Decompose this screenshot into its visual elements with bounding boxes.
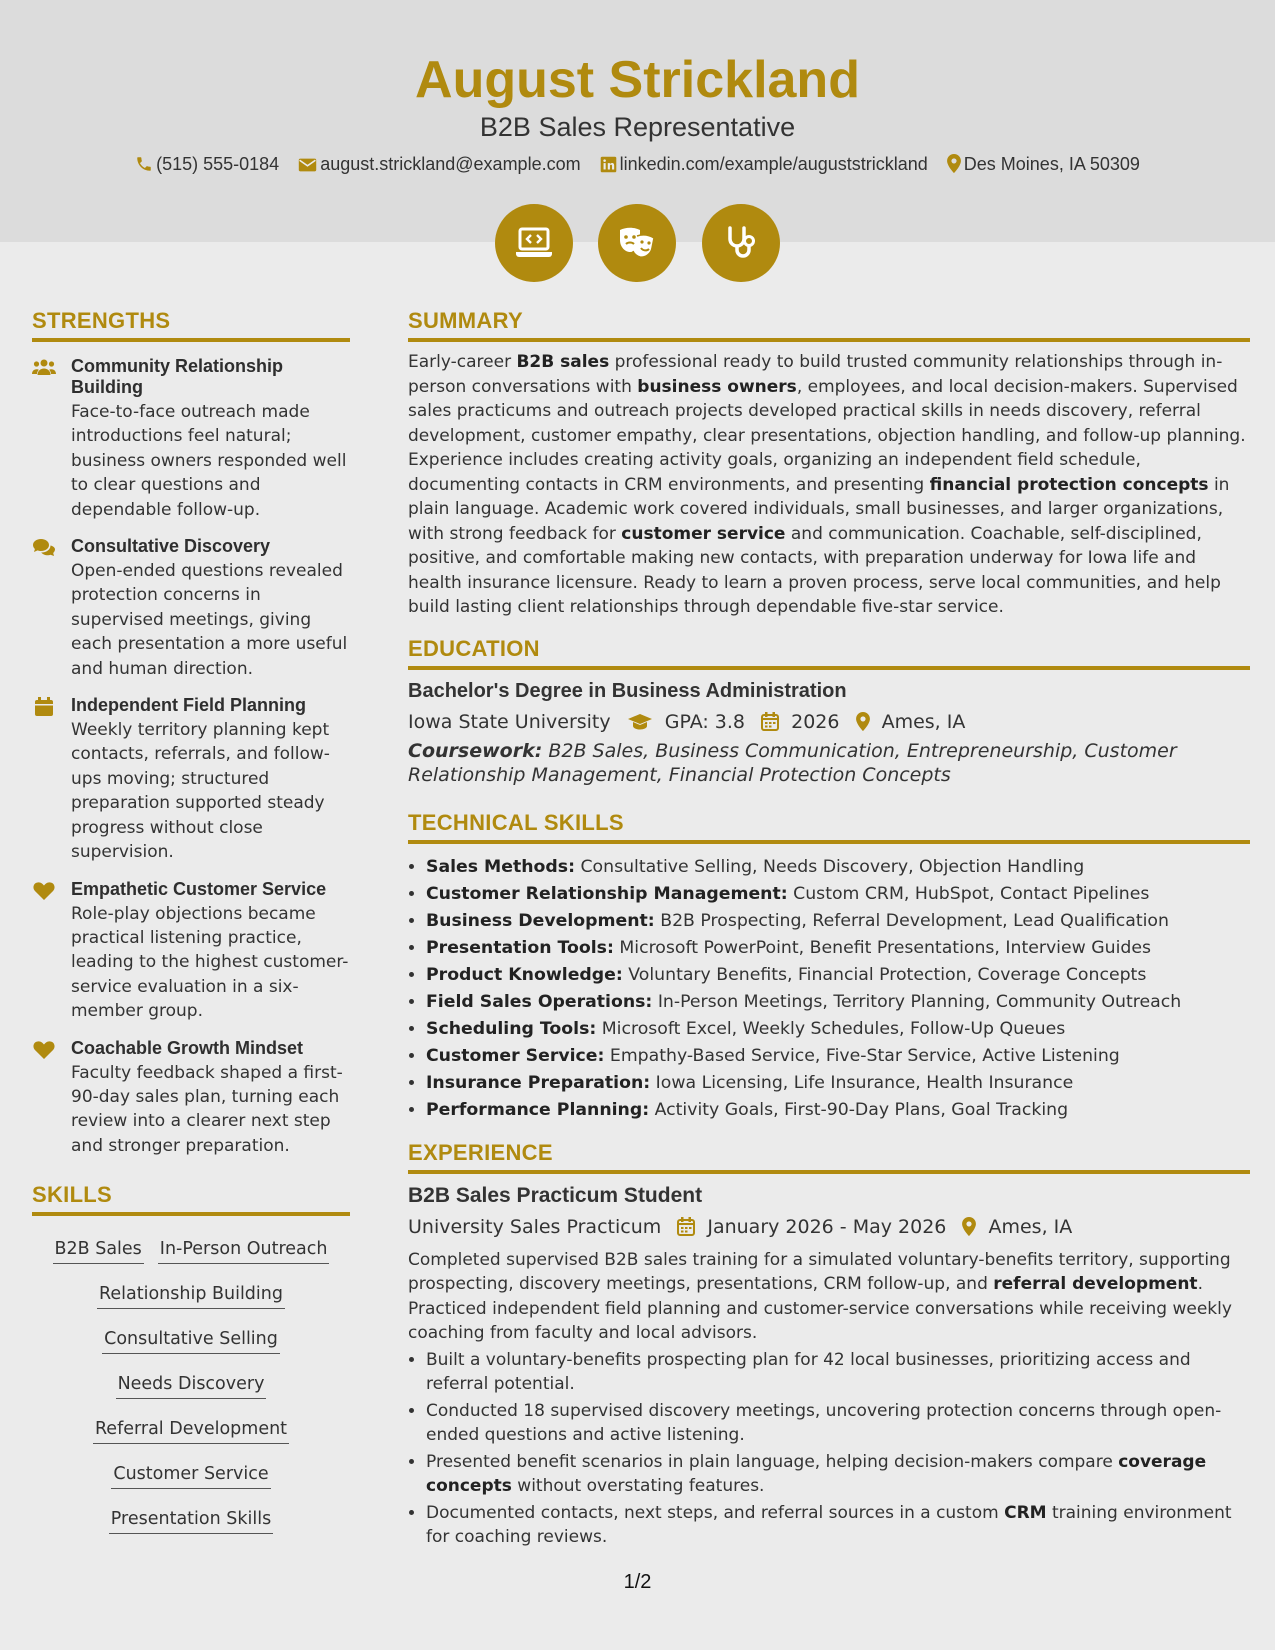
skill-tag: Consultative Selling: [102, 1328, 280, 1354]
organization: University Sales Practicum: [408, 1215, 662, 1238]
users-icon: [32, 358, 56, 380]
calendar-icon: [32, 697, 54, 721]
candidate-name: August Strickland: [415, 51, 860, 109]
gpa: GPA: 3.8: [664, 710, 746, 733]
list-item: • Built a voluntary-benefits prospecting plan for 42 local businesses, prioritizing access and referral potential.: [426, 1348, 1250, 1397]
summary-heading: SUMMARY: [408, 308, 1250, 342]
skill-tag: Presentation Skills: [109, 1508, 273, 1534]
heart-icon: [32, 881, 55, 904]
contact-location[interactable]: Des Moines, IA 50309: [947, 152, 1140, 176]
stethoscope-icon: [702, 204, 780, 282]
strength-text: Open-ended questions revealed protection concerns in supervised meetings, giving each presentation a more useful and human direction.: [71, 561, 348, 679]
strength-title: Empathetic Customer Service: [71, 878, 327, 899]
calendar-icon: [761, 712, 779, 731]
strength-item: [32, 1038, 350, 1159]
header-badges: [495, 204, 780, 282]
strength-text: Role-play objections became practical listening practice, leading to the highest customer-service evaluation in a six-member group.: [71, 903, 349, 1022]
map-pin-icon: [856, 712, 870, 731]
education-location: Ames, IA: [881, 710, 966, 733]
skills-tags: [32, 1228, 350, 1543]
strength-title: Independent Field Planning: [71, 695, 307, 716]
strength-item: [32, 536, 350, 681]
list-item: • Performance Planning: Activity Goals, First-90-Day Plans, Goal Tracking: [426, 1097, 1250, 1124]
contact-linkedin[interactable]: linkedin.com/example/auguststrickland: [600, 152, 928, 176]
strength-item: [32, 356, 350, 522]
left-column: [32, 308, 350, 1543]
skill-tag: Customer Service: [111, 1463, 270, 1489]
job-description: Completed supervised B2B sales training for a simulated voluntary-benefits territory, supporting prospecting, discovery meetings, presentations, CRM follow-up, and referral development. Practiced independent field planning and customer-service conversations while receiving weekly coaching from faculty and local advisors.: [408, 1249, 1232, 1343]
strength-text: Faculty feedback shaped a first-90-day sales plan, turning each review into a clearer next step and stronger preparation.: [71, 1062, 343, 1156]
job-title: B2B Sales Practicum Student: [408, 1183, 703, 1207]
skills-heading: SKILLS: [32, 1182, 350, 1216]
map-pin-icon: [947, 154, 961, 173]
job-location: Ames, IA: [988, 1215, 1073, 1238]
theater-masks-icon: [598, 204, 676, 282]
skill-tag: Needs Discovery: [116, 1373, 267, 1399]
strength-text: Weekly territory planning kept contacts, referrals, and follow-ups moving; structured preparation supported steady progress without close supervision.: [71, 720, 330, 863]
map-pin-icon: [962, 1217, 976, 1236]
strength-title: Consultative Discovery: [71, 536, 271, 557]
skill-tag: B2B Sales: [53, 1238, 144, 1264]
list-item: • Documented contacts, next steps, and referral sources in a custom CRM training environment for coaching reviews.: [426, 1501, 1250, 1550]
education-heading: EDUCATION: [408, 636, 1250, 670]
strength-item: [32, 695, 350, 864]
right-column: [408, 308, 1250, 1550]
coursework-label: Coursework:: [408, 739, 543, 762]
job-bullets: [408, 1348, 1250, 1550]
candidate-role: B2B Sales Representative: [479, 112, 796, 142]
list-item: • Field Sales Operations: In-Person Meetings, Territory Planning, Community Outreach: [426, 989, 1250, 1016]
skill-tag: Referral Development: [93, 1418, 289, 1444]
graduation-year: 2026: [791, 710, 840, 733]
strength-title: Coachable Growth Mindset: [71, 1037, 304, 1058]
list-item: • Presented benefit scenarios in plain language, helping decision-makers compare coverage concepts without overstating features.: [426, 1450, 1250, 1499]
experience-meta: [408, 1214, 1250, 1240]
contact-phone[interactable]: (515) 555-0184: [135, 152, 279, 176]
coursework-list: B2B Sales, Business Communication, Entrepreneurship, Customer Relationship Management, Financial Protection Concepts: [408, 739, 1177, 786]
strength-text: Face-to-face outreach made introductions feel natural; business owners responded well to clear questions and dependable follow-up.: [71, 402, 347, 520]
technical-skills-list: [408, 854, 1250, 1124]
summary-text: Early-career B2B sales professional ready to build trusted community relationships through in-person conversations with business owners, employees, and local decision-makers. Supervised sales practicums and outreach projects developed practical skills in needs discovery, referral development, customer empathy, clear presentations, objection handling, and follow-up planning. Experience includes creating activity goals, organizing an independent field schedule, documenting contacts in CRM environments, and presenting financial protection concepts in plain language. Academic work covered individuals, small businesses, and larger organizations, with strong feedback for customer service and communication. Coachable, self-disciplined, positive, and comfortable making new contacts, with preparation underway for Iowa life and health insurance licensure. Ready to learn a proven process, serve local communities, and help build lasting client relationships through dependable five-star service.: [408, 352, 1246, 617]
experience-heading: EXPERIENCE: [408, 1140, 1250, 1174]
list-item: • Product Knowledge: Voluntary Benefits, Financial Protection, Coverage Concepts: [426, 962, 1250, 989]
skill-tag: Relationship Building: [97, 1283, 285, 1309]
laptop-code-icon: [495, 204, 573, 282]
list-item: • Customer Service: Empathy-Based Service, Five-Star Service, Active Listening: [426, 1043, 1250, 1070]
graduation-cap-icon: [627, 713, 653, 731]
degree-title: Bachelor's Degree in Business Administration: [408, 679, 847, 702]
phone-icon: [135, 155, 153, 173]
contact-email[interactable]: august.strickland@example.com: [298, 152, 580, 176]
list-item: • Sales Methods: Consultative Selling, Needs Discovery, Objection Handling: [426, 854, 1250, 881]
technical-skills-heading: TECHNICAL SKILLS: [408, 810, 1250, 844]
envelope-icon: [298, 157, 317, 173]
strengths-heading: STRENGTHS: [32, 308, 350, 342]
comments-icon: [32, 538, 56, 561]
job-dates: January 2026 - May 2026: [707, 1215, 947, 1238]
list-item: • Business Development: B2B Prospecting, Referral Development, Lead Qualification: [426, 908, 1250, 935]
strength-title: Community Relationship Building: [71, 356, 284, 397]
strength-item: [32, 879, 350, 1024]
list-item: • Insurance Preparation: Iowa Licensing, Life Insurance, Health Insurance: [426, 1070, 1250, 1097]
school-name: Iowa State University: [408, 710, 611, 733]
education-meta: [408, 709, 1250, 735]
skill-tag: In-Person Outreach: [158, 1238, 330, 1264]
coursework: [408, 739, 1250, 788]
heart-icon: [32, 1040, 55, 1063]
contact-bar: [0, 152, 1275, 176]
linkedin-icon: [600, 156, 617, 173]
list-item: • Customer Relationship Management: Custom CRM, HubSpot, Contact Pipelines: [426, 881, 1250, 908]
list-item: • Conducted 18 supervised discovery meetings, uncovering protection concerns through open-ended questions and active listening.: [426, 1399, 1250, 1448]
page-number: 1/2: [623, 1571, 652, 1593]
calendar-icon: [677, 1217, 695, 1236]
list-item: • Presentation Tools: Microsoft PowerPoint, Benefit Presentations, Interview Guides: [426, 935, 1250, 962]
list-item: • Scheduling Tools: Microsoft Excel, Weekly Schedules, Follow-Up Queues: [426, 1016, 1250, 1043]
